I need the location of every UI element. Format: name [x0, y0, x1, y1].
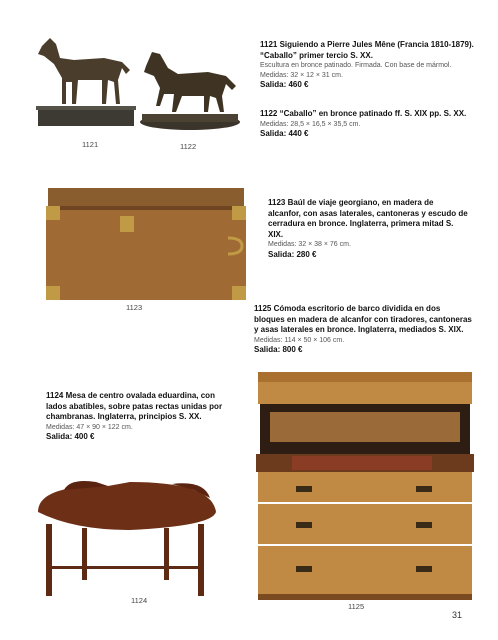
- caption-1125: 1125: [348, 602, 365, 611]
- lot-1124-title: 1124 Mesa de centro ovalada eduardina, con lados abatibles, sobre patas rectas unidas por chambranas. Inglaterra, principios S. XX.: [46, 391, 223, 421]
- caption-1122: 1122: [180, 142, 197, 151]
- campaign-chest-1125-image: [252, 372, 476, 600]
- caption-1124: 1124: [131, 596, 148, 605]
- lot-1121-price: Salida: 460 €: [260, 80, 309, 89]
- lot-1122: [260, 109, 476, 140]
- lot-1124-measures: Medidas: 47 × 90 × 122 cm.: [46, 423, 133, 431]
- lot-1124-price: Salida: 400 €: [46, 432, 95, 441]
- lot-1123-title: 1123 Baúl de viaje georgiano, en madera de alcanfor, con asas laterales, cantoneras y escudo de cerradura en bronce. Inglaterra, primera mitad S. XIX.: [268, 198, 468, 239]
- lot-1121-measures: Medidas: 32 × 12 × 31 cm.: [260, 71, 343, 79]
- lot-1125-price: Salida: 800 €: [254, 345, 303, 354]
- lot-1125-title: 1125 Cómoda escritorio de barco dividida en dos bloques en madera de alcanfor con tiradores, cantoneras y asas laterales en bronce. Inglaterra, mediados S. XIX.: [254, 304, 472, 334]
- lot-1122-measures: Medidas: 28,5 × 16,5 × 35,5 cm.: [260, 120, 361, 128]
- lot-1125: [254, 304, 472, 356]
- lot-1121-title: 1121 Siguiendo a Pierre Jules Mêne (Francia 1810-1879). “Caballo” primer tercio S. XX.: [260, 40, 474, 60]
- lot-1121-description: Escultura en bronce patinado. Firmada. Con base de mármol.: [260, 62, 452, 69]
- lot-1122-title: 1122 “Caballo” en bronce patinado ff. S. XIX pp. S. XX.: [260, 109, 467, 118]
- lot-1124: [46, 391, 224, 443]
- lot-1122-price: Salida: 440 €: [260, 129, 309, 138]
- horse-1121-image: [30, 34, 138, 130]
- caption-1123: 1123: [126, 303, 143, 312]
- table-1124-image: [34, 478, 220, 600]
- lot-1123: [268, 198, 468, 260]
- caption-1121: 1121: [82, 140, 99, 149]
- lot-1125-measures: Medidas: 114 × 50 × 106 cm.: [254, 336, 345, 344]
- horse-1122-image: [138, 46, 242, 132]
- page-number: 31: [452, 610, 463, 620]
- chest-1123-image: [42, 186, 250, 304]
- lot-1123-price: Salida: 280 €: [268, 249, 317, 259]
- lot-1121: [260, 40, 476, 91]
- lot-1123-measures: Medidas: 32 × 38 × 76 cm.: [268, 241, 351, 248]
